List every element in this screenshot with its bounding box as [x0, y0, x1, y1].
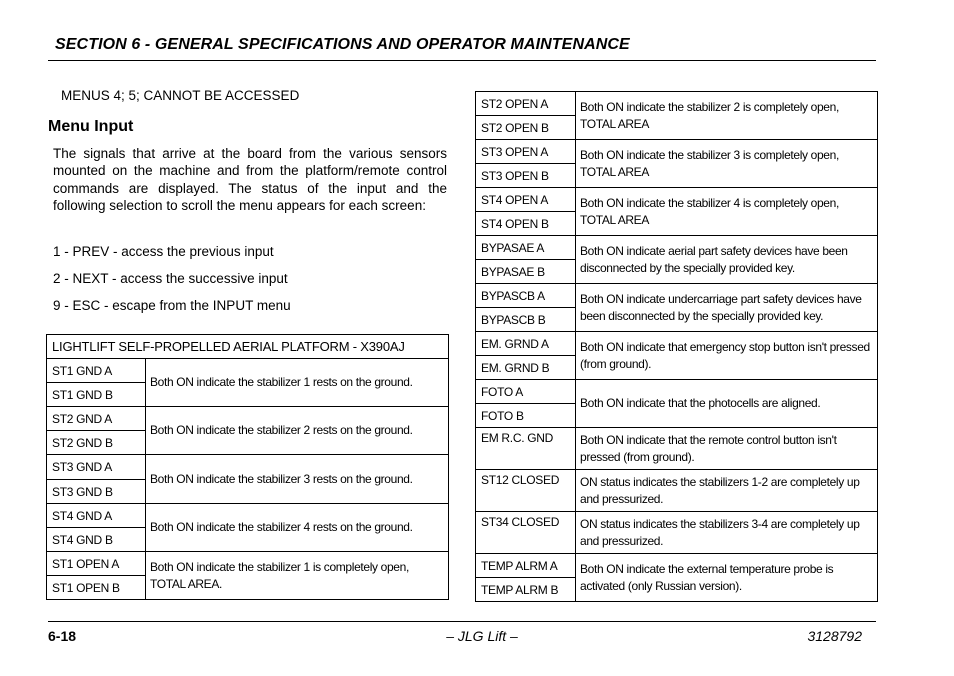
signal-cell: ST2 GND B [47, 431, 146, 455]
description-cell: Both ON indicate undercarriage part safety devices have been disconnected by the specially provided key. [576, 284, 878, 332]
signal-cell: ST2 OPEN B [476, 116, 576, 140]
signal-cell: ST4 GND A [47, 504, 146, 528]
signal-cell: ST3 GND A [47, 455, 146, 480]
description-cell: Both ON indicate the stabilizer 4 rests on the ground. [146, 504, 449, 552]
table-row [47, 552, 449, 576]
option-next: 2 - NEXT - access the successive input [53, 271, 288, 286]
table-row [47, 455, 449, 480]
description-cell: Both ON indicate the stabilizer 2 is completely open, TOTAL AREA [576, 92, 878, 140]
table-row [476, 428, 878, 470]
description-cell: Both ON indicate the external temperature probe is activated (only Russian version). [576, 554, 878, 602]
signal-cell: ST34 CLOSED [476, 512, 576, 554]
description-cell: Both ON indicate the stabilizer 1 is completely open, TOTAL AREA. [146, 552, 449, 600]
description-cell: Both ON indicate that the remote control button isn't pressed (from ground). [576, 428, 878, 470]
description-cell: Both ON indicate the stabilizer 3 rests on the ground. [146, 455, 449, 504]
description-cell: Both ON indicate the stabilizer 2 rests on the ground. [146, 407, 449, 455]
section-title: SECTION 6 - GENERAL SPECIFICATIONS AND OPERATOR MAINTENANCE [55, 36, 630, 53]
table-row [476, 284, 878, 308]
signal-cell: ST3 GND B [47, 480, 146, 504]
table-row [476, 188, 878, 212]
signal-cell: EM. GRND B [476, 356, 576, 380]
table-row [47, 407, 449, 431]
table-header-row [47, 335, 449, 359]
signal-cell: ST1 GND B [47, 383, 146, 407]
menu-input-heading: Menu Input [48, 118, 134, 135]
menus-note: MENUS 4; 5; CANNOT BE ACCESSED [61, 88, 300, 103]
left-signal-table [46, 334, 449, 600]
signal-cell: ST1 OPEN A [47, 552, 146, 576]
signal-cell: ST4 OPEN A [476, 188, 576, 212]
signal-cell: ST4 OPEN B [476, 212, 576, 236]
signal-cell: BYPASAE A [476, 236, 576, 260]
signal-cell: ST2 GND A [47, 407, 146, 431]
signal-cell: ST3 OPEN A [476, 140, 576, 164]
option-esc: 9 - ESC - escape from the INPUT menu [53, 298, 291, 313]
footer-divider [48, 621, 876, 622]
table-row [476, 554, 878, 578]
signal-cell: ST1 OPEN B [47, 576, 146, 600]
description-cell: ON status indicates the stabilizers 3-4 are completely up and pressurized. [576, 512, 878, 554]
table-row [476, 512, 878, 554]
signal-cell: ST12 CLOSED [476, 470, 576, 512]
table-row [476, 92, 878, 116]
description-cell: Both ON indicate the stabilizer 1 rests on the ground. [146, 359, 449, 407]
table-row [47, 359, 449, 383]
description-cell: Both ON indicate the stabilizer 3 is completely open, TOTAL AREA [576, 140, 878, 188]
header-divider [48, 60, 876, 61]
signal-cell: BYPASCB A [476, 284, 576, 308]
table-header: LIGHTLIFT SELF-PROPELLED AERIAL PLATFORM - X390AJ [47, 335, 449, 359]
page-number: 6-18 [48, 628, 77, 644]
option-prev: 1 - PREV - access the previous input [53, 244, 274, 259]
signal-cell: EM R.C. GND [476, 428, 576, 470]
signal-cell: ST3 OPEN B [476, 164, 576, 188]
table-row [476, 380, 878, 404]
signal-cell: FOTO A [476, 380, 576, 404]
intro-paragraph: The signals that arrive at the board from the various sensors mounted on the machine and from the platform/remote control commands are displayed. The status of the input and the following selection to scroll the menu appears for each screen: [53, 146, 447, 213]
right-signal-table [475, 91, 878, 602]
signal-cell: TEMP ALRM A [476, 554, 576, 578]
table-row [476, 332, 878, 356]
signal-cell: FOTO B [476, 404, 576, 428]
table-row [476, 470, 878, 512]
table-row [47, 504, 449, 528]
description-cell: Both ON indicate the stabilizer 4 is completely open, TOTAL AREA [576, 188, 878, 236]
signal-cell: ST2 OPEN A [476, 92, 576, 116]
signal-cell: TEMP ALRM B [476, 578, 576, 602]
table-row [476, 236, 878, 260]
table-row [476, 140, 878, 164]
signal-cell: EM. GRND A [476, 332, 576, 356]
signal-cell: ST4 GND B [47, 528, 146, 552]
footer-brand: – JLG Lift – [446, 628, 518, 644]
description-cell: Both ON indicate that emergency stop button isn't pressed (from ground). [576, 332, 878, 380]
description-cell: ON status indicates the stabilizers 1-2 are completely up and pressurized. [576, 470, 878, 512]
document-number: 3128792 [807, 628, 862, 644]
signal-cell: BYPASAE B [476, 260, 576, 284]
signal-cell: ST1 GND A [47, 359, 146, 383]
description-cell: Both ON indicate that the photocells are aligned. [576, 380, 878, 428]
signal-cell: BYPASCB B [476, 308, 576, 332]
description-cell: Both ON indicate aerial part safety devices have been disconnected by the specially provided key. [576, 236, 878, 284]
